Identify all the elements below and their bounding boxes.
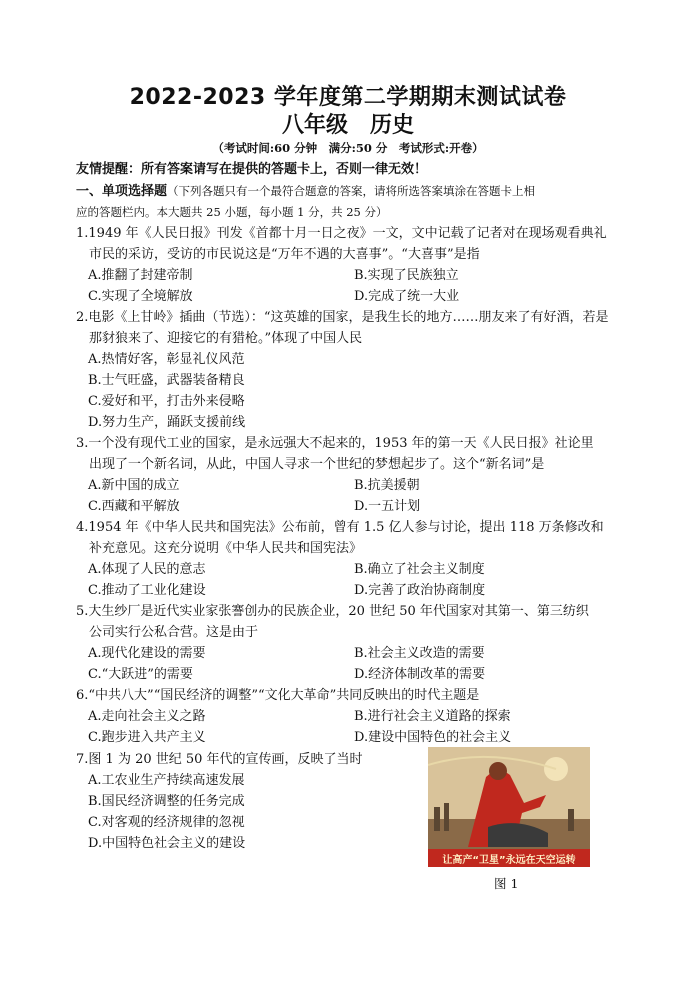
question-2-option-a: A.热情好客，彰显礼仪风范	[88, 352, 245, 367]
poster-slogan: 让高产“卫星”永远在天空运转	[442, 855, 576, 866]
question-2-line-2: 那豺狼来了、迎接它的有猎枪。”体现了中国人民	[76, 331, 363, 346]
question-4-option-b: B.确立了社会主义制度	[354, 562, 485, 577]
propaganda-poster-image	[428, 747, 590, 867]
question-4-option-c: C.推动了工业化建设	[88, 583, 206, 598]
question-2-option-b: B.士气旺盛，武器装备精良	[88, 373, 245, 388]
question-1-option-d: D.完成了统一大业	[354, 289, 460, 304]
question-2-option-c: C.爱好和平，打击外来侵略	[88, 394, 245, 409]
poster-illustration	[428, 747, 590, 867]
figure-caption: 图 1	[494, 876, 519, 891]
question-5-line-1: 5.大生纱厂是近代实业家张謇创办的民族企业，20 世纪 50 年代国家对其第一、第三纺织	[76, 604, 589, 619]
section-instruction-2: 应的答题栏内。本大题共 25 小题，每小题 1 分，共 25 分）	[76, 205, 388, 219]
exam-info: （考试时间:60 分钟 满分:50 分 考试形式:开卷）	[212, 141, 484, 155]
question-5-line-2: 公司实行公私合营。这是由于	[76, 625, 259, 640]
question-7-line-1: 7.图 1 为 20 世纪 50 年代的宣传画，反映了当时	[76, 752, 363, 767]
question-4-line-2: 补充意见。这充分说明《中华人民共和国宪法》	[76, 541, 363, 556]
question-3-option-b: B.抗美援朝	[354, 478, 420, 493]
question-1-line-1: 1.1949 年《人民日报》刊发《首都十月一日之夜》一文，文中记载了记者对在现场观看典礼	[76, 226, 607, 241]
question-7-option-c: C.对客观的经济规律的忽视	[88, 815, 245, 830]
question-3-option-a: A.新中国的成立	[88, 478, 180, 493]
question-7-option-b: B.国民经济调整的任务完成	[88, 794, 245, 809]
question-7-option-a: A.工农业生产持续高速发展	[88, 773, 245, 788]
question-3-line-2: 出现了一个新名词，从此，中国人寻求一个世纪的梦想起步了。这个“新名词”是	[76, 457, 545, 472]
poster-satellite	[544, 757, 568, 781]
question-6-option-d: D.建设中国特色的社会主义	[354, 730, 512, 745]
question-1-option-b: B.实现了民族独立	[354, 268, 459, 283]
question-3-option-d: D.一五计划	[354, 499, 421, 514]
question-1-line-2: 市民的采访，受访的市民说这是“万年不遇的大喜事”。“大喜事”是指	[76, 247, 480, 262]
question-1-option-c: C.实现了全境解放	[88, 289, 193, 304]
question-6-line-1: 6.“中共八大”“国民经济的调整”“文化大革命”共同反映出的时代主题是	[76, 688, 480, 703]
question-6-option-b: B.进行社会主义道路的探索	[354, 709, 511, 724]
section-instruction-1: （下列各题只有一个最符合题意的答案，请将所选答案填涂在答题卡上相	[167, 184, 536, 198]
question-5-option-c: C.“大跃进”的需要	[88, 667, 193, 682]
question-2-line-1: 2.电影《上甘岭》插曲（节选）：“这英雄的国家，是我生长的地方……朋友来了有好酒，若是	[76, 310, 609, 325]
question-2-option-d: D.努力生产，踊跃支援前线	[88, 415, 246, 430]
question-5-option-a: A.现代化建设的需要	[88, 646, 206, 661]
section-heading: 一、单项选择题	[76, 184, 168, 199]
question-3-option-c: C.西藏和平解放	[88, 499, 180, 514]
question-3-line-1: 3.一个没有现代工业的国家，是永远强大不起来的，1953 年的第一天《人民日报》社论里	[76, 436, 594, 451]
question-6-option-c: C.跑步进入共产主义	[88, 730, 206, 745]
question-1-option-a: A.推翻了封建帝制	[88, 268, 193, 283]
section-heading-line	[76, 181, 535, 202]
question-4-option-a: A.体现了人民的意志	[88, 562, 206, 577]
exam-subtitle: 八年级 历史	[281, 113, 414, 138]
question-5-option-d: D.经济体制改革的需要	[354, 667, 486, 682]
notice: 友情提醒：所有答案请写在提供的答题卡上，否则一律无效！	[76, 162, 428, 177]
exam-title: 2022-2023 学年度第二学期期末测试试卷	[129, 85, 567, 110]
question-4-line-1: 4.1954 年《中华人民共和国宪法》公布前，曾有 1.5 亿人参与讨论，提出 118 万条修改和	[76, 520, 604, 535]
question-6-option-a: A.走向社会主义之路	[88, 709, 206, 724]
question-5-option-b: B.社会主义改造的需要	[354, 646, 485, 661]
question-4-option-d: D.完善了政治协商制度	[354, 583, 486, 598]
question-7-option-d: D.中国特色社会主义的建设	[88, 836, 246, 851]
